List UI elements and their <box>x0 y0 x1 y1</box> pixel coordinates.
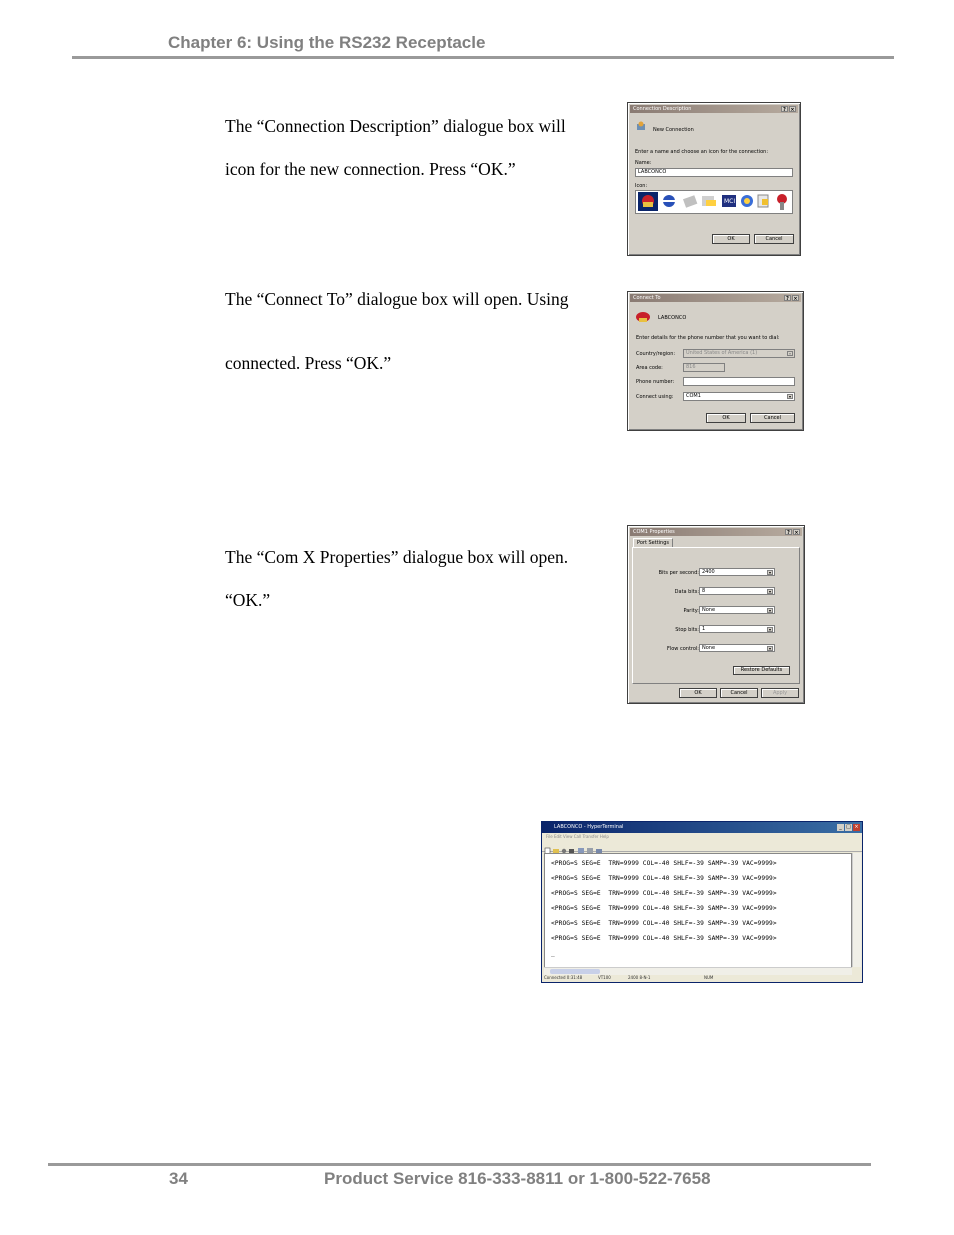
flow-control-select[interactable]: None ▾ <box>699 644 775 652</box>
connect-using-label: Connect using: <box>636 394 674 400</box>
com-properties-dialog <box>627 525 805 704</box>
status-num: NUM <box>704 975 714 980</box>
footer-rule <box>48 1163 871 1166</box>
svg-text:MCI: MCI <box>724 198 736 205</box>
help-button[interactable]: ? <box>785 529 792 535</box>
instruction-text: Enter a name and choose an icon for the connection: <box>635 149 769 155</box>
tab-port-settings[interactable]: Port Settings <box>633 538 673 547</box>
terminal-line: <PROG=S SEG=E TRN=9999 COL=-40 SHLF=-39 SAMP=-39 VAC=9999> <box>551 935 777 942</box>
cancel-button[interactable]: Cancel <box>754 234 794 244</box>
terminal-menu-bar[interactable]: File Edit View Call Transfer Help <box>546 834 609 839</box>
terminal-cursor: _ <box>551 950 555 957</box>
data-bits-label: Data bits: <box>674 589 699 595</box>
paragraph-1-line-1: The “Connection Description” dialogue box will <box>225 116 566 136</box>
cancel-button[interactable]: Cancel <box>750 413 795 423</box>
product-service-text: Product Service 816-333-8811 or 1-800-522-7658 <box>324 1169 711 1188</box>
terminal-status-bar <box>542 974 862 982</box>
ok-button[interactable]: OK <box>679 688 717 698</box>
icon-picker[interactable] <box>635 190 793 214</box>
bits-per-second-select[interactable]: 2400 ▾ <box>699 568 775 576</box>
connect-using-select[interactable]: COM1 ▾ <box>683 392 795 401</box>
status-settings: 2400 8-N-1 <box>628 975 651 980</box>
dialog-title: Connect To <box>633 295 661 301</box>
chevron-down-icon[interactable]: ▾ <box>768 627 771 632</box>
chevron-down-icon[interactable]: ▾ <box>768 589 771 594</box>
phone-number-input[interactable] <box>683 377 795 386</box>
stop-bits-label: Stop bits: <box>675 627 699 633</box>
cancel-button[interactable]: Cancel <box>720 688 758 698</box>
name-label: Name: <box>635 160 652 166</box>
stop-bits-select[interactable]: 1 ▾ <box>699 625 775 633</box>
paragraph-1-line-2: icon for the new connection. Press “OK.” <box>225 159 516 179</box>
terminal-line: <PROG=S SEG=E TRN=9999 COL=-40 SHLF=-39 SAMP=-39 VAC=9999> <box>551 905 777 912</box>
dialog-header-label: New Connection <box>653 127 694 133</box>
paragraph-2-line-2: connected. Press “OK.” <box>225 353 392 373</box>
parity-label: Parity: <box>683 608 699 614</box>
phone-icon <box>635 309 651 323</box>
dialog-header-label: LABCONCO <box>658 315 687 321</box>
close-icon[interactable]: × <box>854 824 859 830</box>
dialog-title: Connection Description <box>633 106 692 112</box>
status-emulation: VT100 <box>598 975 611 980</box>
dialog-titlebar <box>630 294 801 302</box>
terminal-line: <PROG=S SEG=E TRN=9999 COL=-40 SHLF=-39 SAMP=-39 VAC=9999> <box>551 875 777 882</box>
chevron-down-icon[interactable]: ▾ <box>788 351 791 356</box>
ok-button[interactable]: OK <box>706 413 746 423</box>
bits-per-second-label: Bits per second: <box>658 570 699 576</box>
phone-number-label: Phone number: <box>636 379 675 385</box>
chevron-down-icon[interactable]: ▾ <box>788 394 791 399</box>
close-button[interactable]: × <box>794 530 799 536</box>
terminal-title: LABCONCO - HyperTerminal <box>554 824 624 830</box>
area-code-label: Area code: <box>636 365 663 371</box>
chapter-title: Chapter 6: Using the RS232 Receptacle <box>168 33 486 52</box>
paragraph-3-line-2: “OK.” <box>225 590 271 610</box>
help-button[interactable]: ? <box>781 106 788 112</box>
paragraph-3-line-1: The “Com X Properties” dialogue box will open. <box>225 547 569 567</box>
icon-label: Icon: <box>635 183 648 189</box>
terminal-line: <PROG=S SEG=E TRN=9999 COL=-40 SHLF=-39 SAMP=-39 VAC=9999> <box>551 890 777 897</box>
name-input[interactable]: LABCONCO <box>635 168 793 177</box>
terminal-output[interactable] <box>544 853 852 969</box>
page-number: 34 <box>169 1169 188 1188</box>
data-bits-select[interactable]: 8 ▾ <box>699 587 775 595</box>
paragraph-2-line-1: The “Connect To” dialogue box will open. Using <box>225 289 569 309</box>
status-connected: Connected 0:31:48 <box>544 975 583 980</box>
hyperterminal-window <box>541 821 863 983</box>
phone-icon <box>636 121 646 131</box>
chevron-down-icon[interactable]: ▾ <box>768 570 771 575</box>
terminal-line: <PROG=S SEG=E TRN=9999 COL=-40 SHLF=-39 SAMP=-39 VAC=9999> <box>551 860 777 867</box>
dialog-titlebar <box>630 105 798 113</box>
minimize-icon[interactable]: _ <box>837 824 844 831</box>
restore-defaults-button[interactable]: Restore Defaults <box>733 666 790 675</box>
maximize-icon[interactable]: □ <box>846 824 851 830</box>
terminal-line: <PROG=S SEG=E TRN=9999 COL=-40 SHLF=-39 SAMP=-39 VAC=9999> <box>551 920 777 927</box>
chevron-down-icon[interactable]: ▾ <box>768 646 771 651</box>
dialog-title: COM1 Properties <box>633 529 675 535</box>
header-rule <box>72 56 894 59</box>
country-select[interactable]: United States of America (1) ▾ <box>683 349 795 358</box>
close-button[interactable]: × <box>793 296 798 302</box>
help-button[interactable]: ? <box>784 295 791 301</box>
area-code-input[interactable]: 816 <box>683 363 725 372</box>
ok-button[interactable]: OK <box>712 234 750 244</box>
terminal-toolbar <box>542 841 862 852</box>
connection-description-dialog <box>627 102 801 256</box>
dialog-titlebar <box>630 528 802 536</box>
country-label: Country/region: <box>636 351 676 357</box>
parity-select[interactable]: None ▾ <box>699 606 775 614</box>
chevron-down-icon[interactable]: ▾ <box>768 608 771 613</box>
terminal-titlebar <box>542 822 862 833</box>
vertical-scrollbar[interactable] <box>852 853 861 967</box>
instruction-text: Enter details for the phone number that you want to dial: <box>636 335 780 341</box>
apply-button[interactable]: Apply <box>761 688 799 698</box>
close-button[interactable]: × <box>790 107 795 113</box>
connect-to-dialog <box>627 291 804 431</box>
flow-control-label: Flow control: <box>666 646 699 652</box>
